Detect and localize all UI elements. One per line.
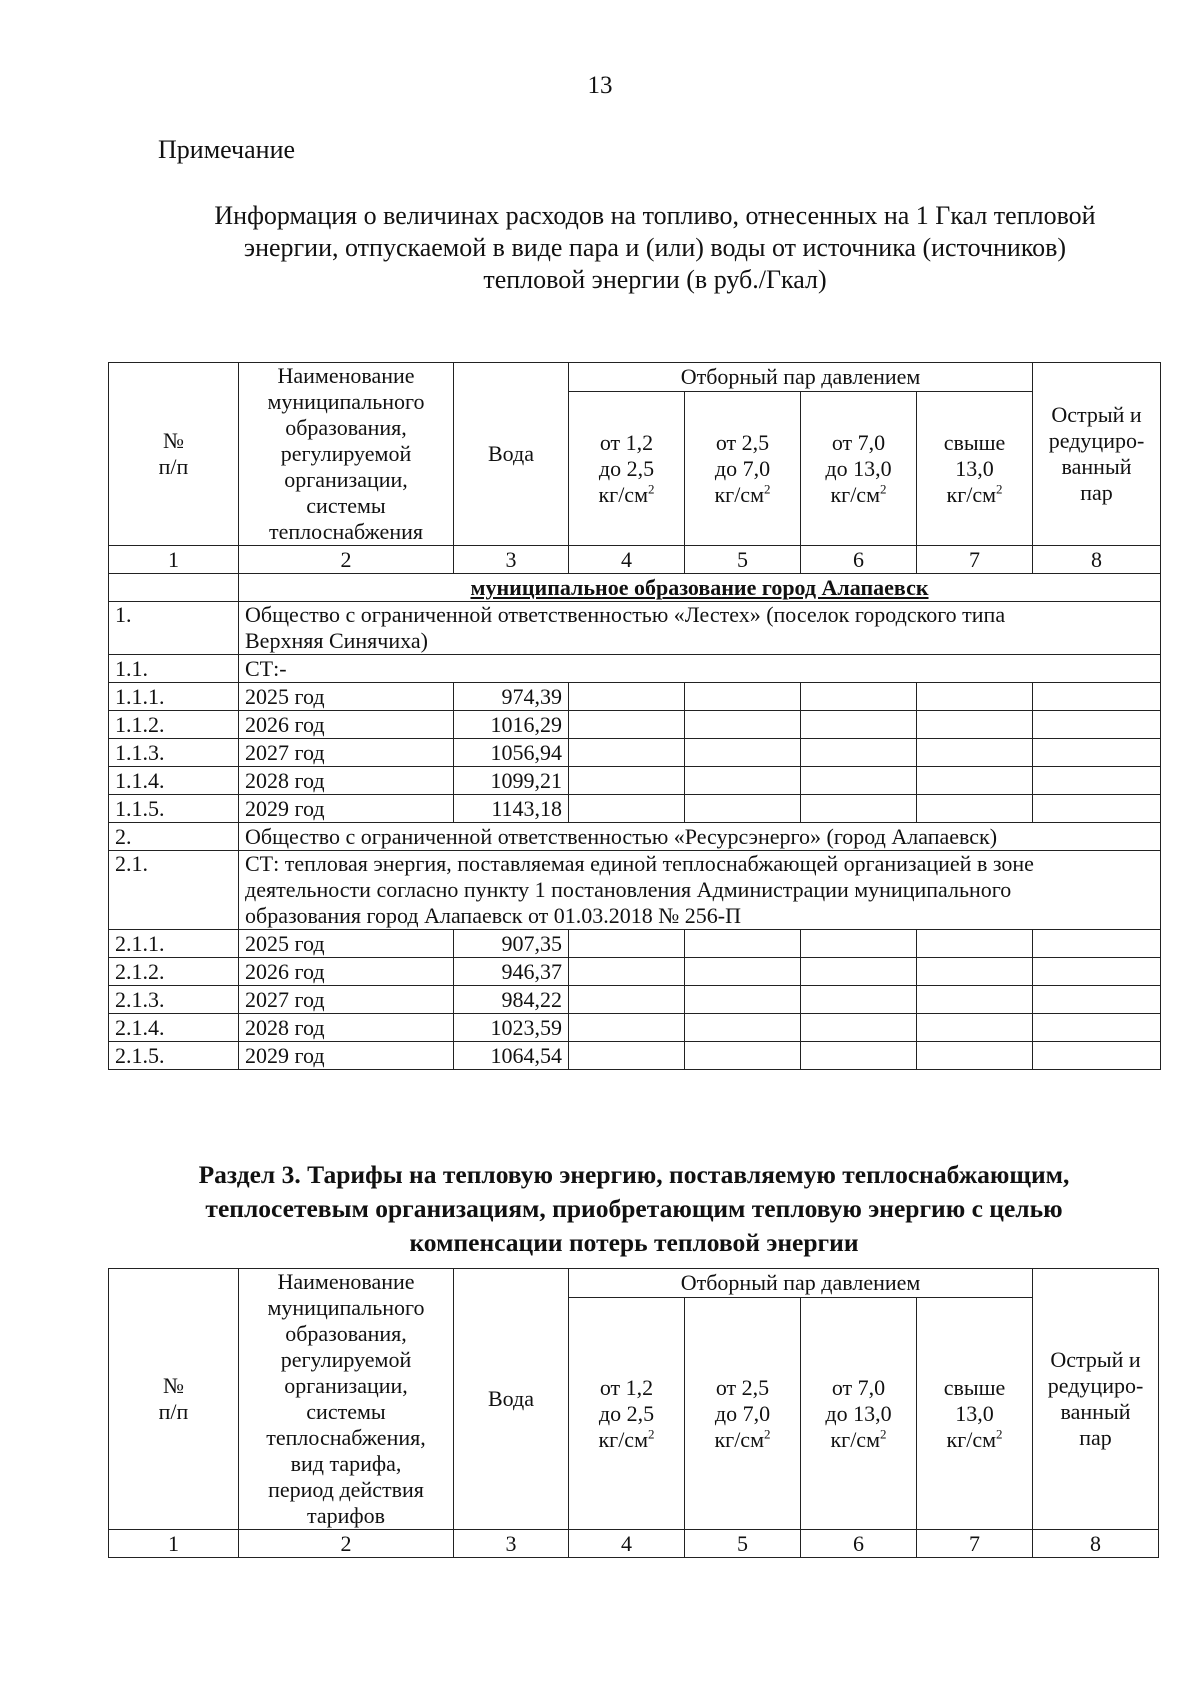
note-label: Примечание [158,135,296,164]
table-row: 2.1.3. 2027 год 984,22 [109,986,1161,1014]
org2-name: Общество с ограниченной ответственностью «Ресурсэнерго» (город Алапаевск) [239,823,1161,851]
header-name: Наименование муниципального образования, регулируемой организации, системы теплоснабжения [239,363,454,546]
table-row: 1.1.5. 2029 год 1143,18 [109,795,1161,823]
table-row: 2.1.4. 2028 год 1023,59 [109,1014,1161,1042]
header-steam-7-13: от 7,0 до 13,0 $кг/см^2$ [801,1298,917,1530]
page-number: 13 [587,72,613,99]
table-row: 1.1.1. 2025 год 974,39 [109,683,1161,711]
column-numbers-row: 1 2 3 4 5 6 7 8 [109,546,1161,574]
table-row: 1.1.4. 2028 год 1099,21 [109,767,1161,795]
header-sharp-steam: Острый и редуциро- ванный пар [1033,363,1161,546]
column-numbers-row: 1 2 3 4 5 6 7 8 [109,1530,1159,1558]
info-title-line: тепловой энергии (в руб./Гкал) [483,265,827,294]
header-water: Вода [454,363,569,546]
header-name: Наименование муниципального образования, регулируемой организации, системы теплоснабжения, вид тарифа, период действия тарифов [239,1269,454,1530]
header-num: № п/п [109,363,239,546]
table-row: 1.1.3. 2027 год 1056,94 [109,739,1161,767]
header-steam-over-13: свыше 13,0 $кг/см^2$ [917,1298,1033,1530]
org1-name: Общество с ограниченной ответственностью «Лестех» (поселок городского типа Верхняя Синячиха) [239,602,1161,655]
org1-row: 1. Общество с ограниченной ответственностью «Лестех» (поселок городского типа Верхняя Синячиха) [109,602,1161,655]
header-steam-2-5-7: от 2,5 до 7,0 $кг/см^2$ [685,1298,801,1530]
header-water: Вода [454,1269,569,1530]
header-steam-1-2-5: от 1,2 до 2,5 $кг/см^2$ [569,392,685,546]
fuel-costs-table [108,362,1161,1070]
header-steam-group: Отборный пар давлением [569,363,1033,392]
org2-st-row: 2.1. СТ: тепловая энергия, поставляемая единой теплоснабжающей организацией в зоне деятельности согласно пункту 1 постановления Администрации муниципального образования город Алапаевск от 01.03.2018 № 256-П [109,851,1161,930]
info-title-line: энергии, отпускаемой в виде пара и (или) воды от источника (источников) [243,233,1067,262]
table-row: 2.1.1. 2025 год 907,35 [109,930,1161,958]
header-steam-7-13: от 7,0 до 13,0 $кг/см^2$ [801,392,917,546]
header-num: № п/п [109,1269,239,1530]
org1-st-row: 1.1. СТ:- [109,655,1161,683]
org2-row: 2. Общество с ограниченной ответственностью «Ресурсэнерго» (город Алапаевск) [109,823,1161,851]
tariffs-table [108,1268,1159,1558]
table-row: 2.1.2. 2026 год 946,37 [109,958,1161,986]
info-title-line: Информация о величинах расходов на топливо, отнесенных на 1 Гкал тепловой [214,201,1096,230]
municipality-title: муниципальное образование город Алапаевск [239,574,1161,602]
header-sharp-steam: Острый и редуциро- ванный пар [1033,1269,1159,1530]
header-steam-1-2-5: от 1,2 до 2,5 $кг/см^2$ [569,1298,685,1530]
header-steam-2-5-7: от 2,5 до 7,0 $кг/см^2$ [685,392,801,546]
table-row: 2.1.5. 2029 год 1064,54 [109,1042,1161,1070]
header-steam-group: Отборный пар давлением [569,1269,1033,1298]
section-3-heading: Раздел 3. Тарифы на тепловую энергию, поставляемую теплоснабжающим, теплосетевым организациям, приобретающим тепловую энергию с целью компенсации потерь тепловой энергии [198,1160,1070,1257]
table-row: 1.1.2. 2026 год 1016,29 [109,711,1161,739]
info-title [150,200,1160,296]
header-steam-over-13: свыше 13,0 $кг/см^2$ [917,392,1033,546]
